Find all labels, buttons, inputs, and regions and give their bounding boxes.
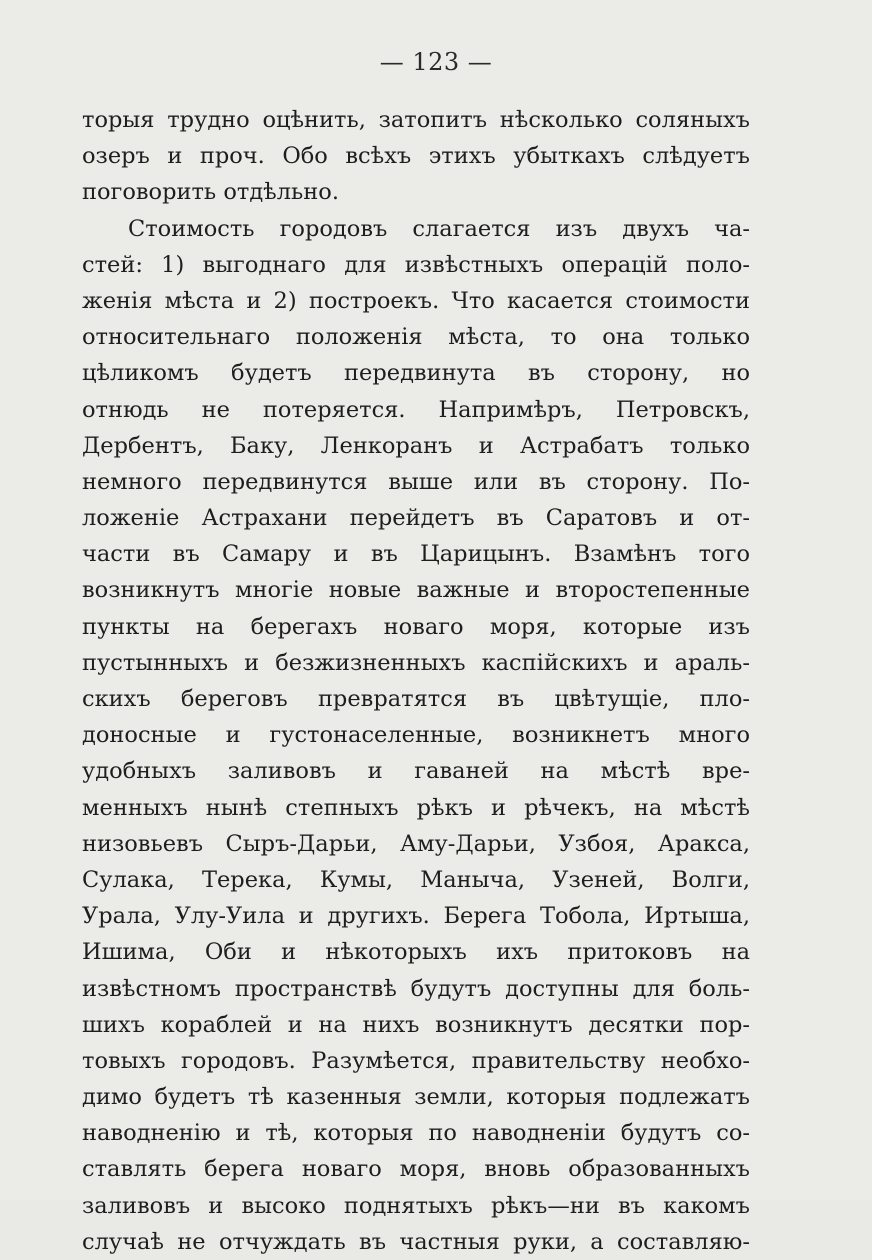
text-line: торыя трудно оцѣнить, затопитъ нѣсколько соляныхъ (82, 107, 750, 133)
text-line: Стоимость городовъ слагается изъ двухъ ча- (128, 215, 750, 242)
text-line: наводненію и тѣ, которыя по наводненіи будутъ со- (82, 1120, 750, 1147)
text-line: случаѣ не отчуждать въ частныя руки, а составляю- (82, 1228, 750, 1255)
text-line: извѣстномъ пространствѣ будутъ доступны для боль- (82, 975, 750, 1002)
text-line: пустынныхъ и безжизненныхъ каспійскихъ и араль- (82, 649, 750, 676)
text-line: цѣликомъ будетъ передвинута въ сторону, но (82, 360, 750, 387)
paragraph (82, 102, 750, 211)
page-number: — 123 — (379, 48, 493, 76)
text-line: димо будетъ тѣ казенныя земли, которыя подлежатъ (82, 1084, 750, 1111)
text-line: товыхъ городовъ. Разумѣется, правительству необхо- (82, 1047, 750, 1074)
text-line: поговорить отдѣльно. (82, 179, 339, 206)
text-line: пункты на берегахъ новаго моря, которые изъ (82, 613, 750, 640)
text-line: возникнутъ многіе новые важные и второстепенные (82, 577, 750, 604)
text-line: менныхъ нынѣ степныхъ рѣкъ и рѣчекъ, на мѣстѣ (82, 794, 750, 821)
text-line: ложеніе Астрахани перейдетъ въ Саратовъ и от- (82, 505, 750, 532)
text-line: относительнаго положенія мѣста, то она только (82, 324, 750, 351)
text-line: ставлять берега новаго моря, вновь образованныхъ (82, 1156, 750, 1183)
text-line: озеръ и проч. Обо всѣхъ этихъ убыткахъ слѣдуетъ (82, 143, 750, 170)
body-text (82, 102, 750, 1260)
text-line: заливовъ и высоко поднятыхъ рѣкъ—ни въ какомъ (82, 1192, 750, 1219)
text-line: отнюдь не потеряется. Напримѣръ, Петровскъ, (82, 396, 750, 423)
paragraph (82, 211, 750, 1260)
text-line: доносные и густонаселенные, возникнетъ много (82, 722, 750, 749)
text-line: части въ Самару и въ Царицынъ. Взамѣнъ того (82, 541, 750, 568)
text-line: стей: 1) выгоднаго для извѣстныхъ операцій поло- (82, 251, 750, 278)
text-line: шихъ кораблей и на нихъ возникнутъ десятки пор- (82, 1011, 750, 1038)
text-line: Сулака, Терека, Кумы, Манычa, Узеней, Волги, (82, 866, 750, 893)
text-line: Ишима, Оби и нѣкоторыхъ ихъ притоковъ на (82, 939, 750, 966)
text-line: немного передвинутся выше или въ сторону. По- (82, 468, 750, 495)
text-line: женія мѣста и 2) построекъ. Что касается стоимости (82, 287, 750, 314)
text-line: Урала, Улу-Уила и другихъ. Берега Тобола, Иртыша, (82, 903, 750, 930)
text-line: Дербентъ, Баку, Ленкоранъ и Астрабатъ только (82, 432, 750, 459)
text-line: скихъ береговъ превратятся въ цвѣтущіе, пло- (82, 686, 750, 712)
text-line: удобныхъ заливовъ и гаваней на мѣстѣ вре- (82, 758, 750, 785)
text-line: низовьевъ Сыръ-Дарьи, Аму-Дарьи, Узбоя, Аракса, (82, 830, 750, 857)
